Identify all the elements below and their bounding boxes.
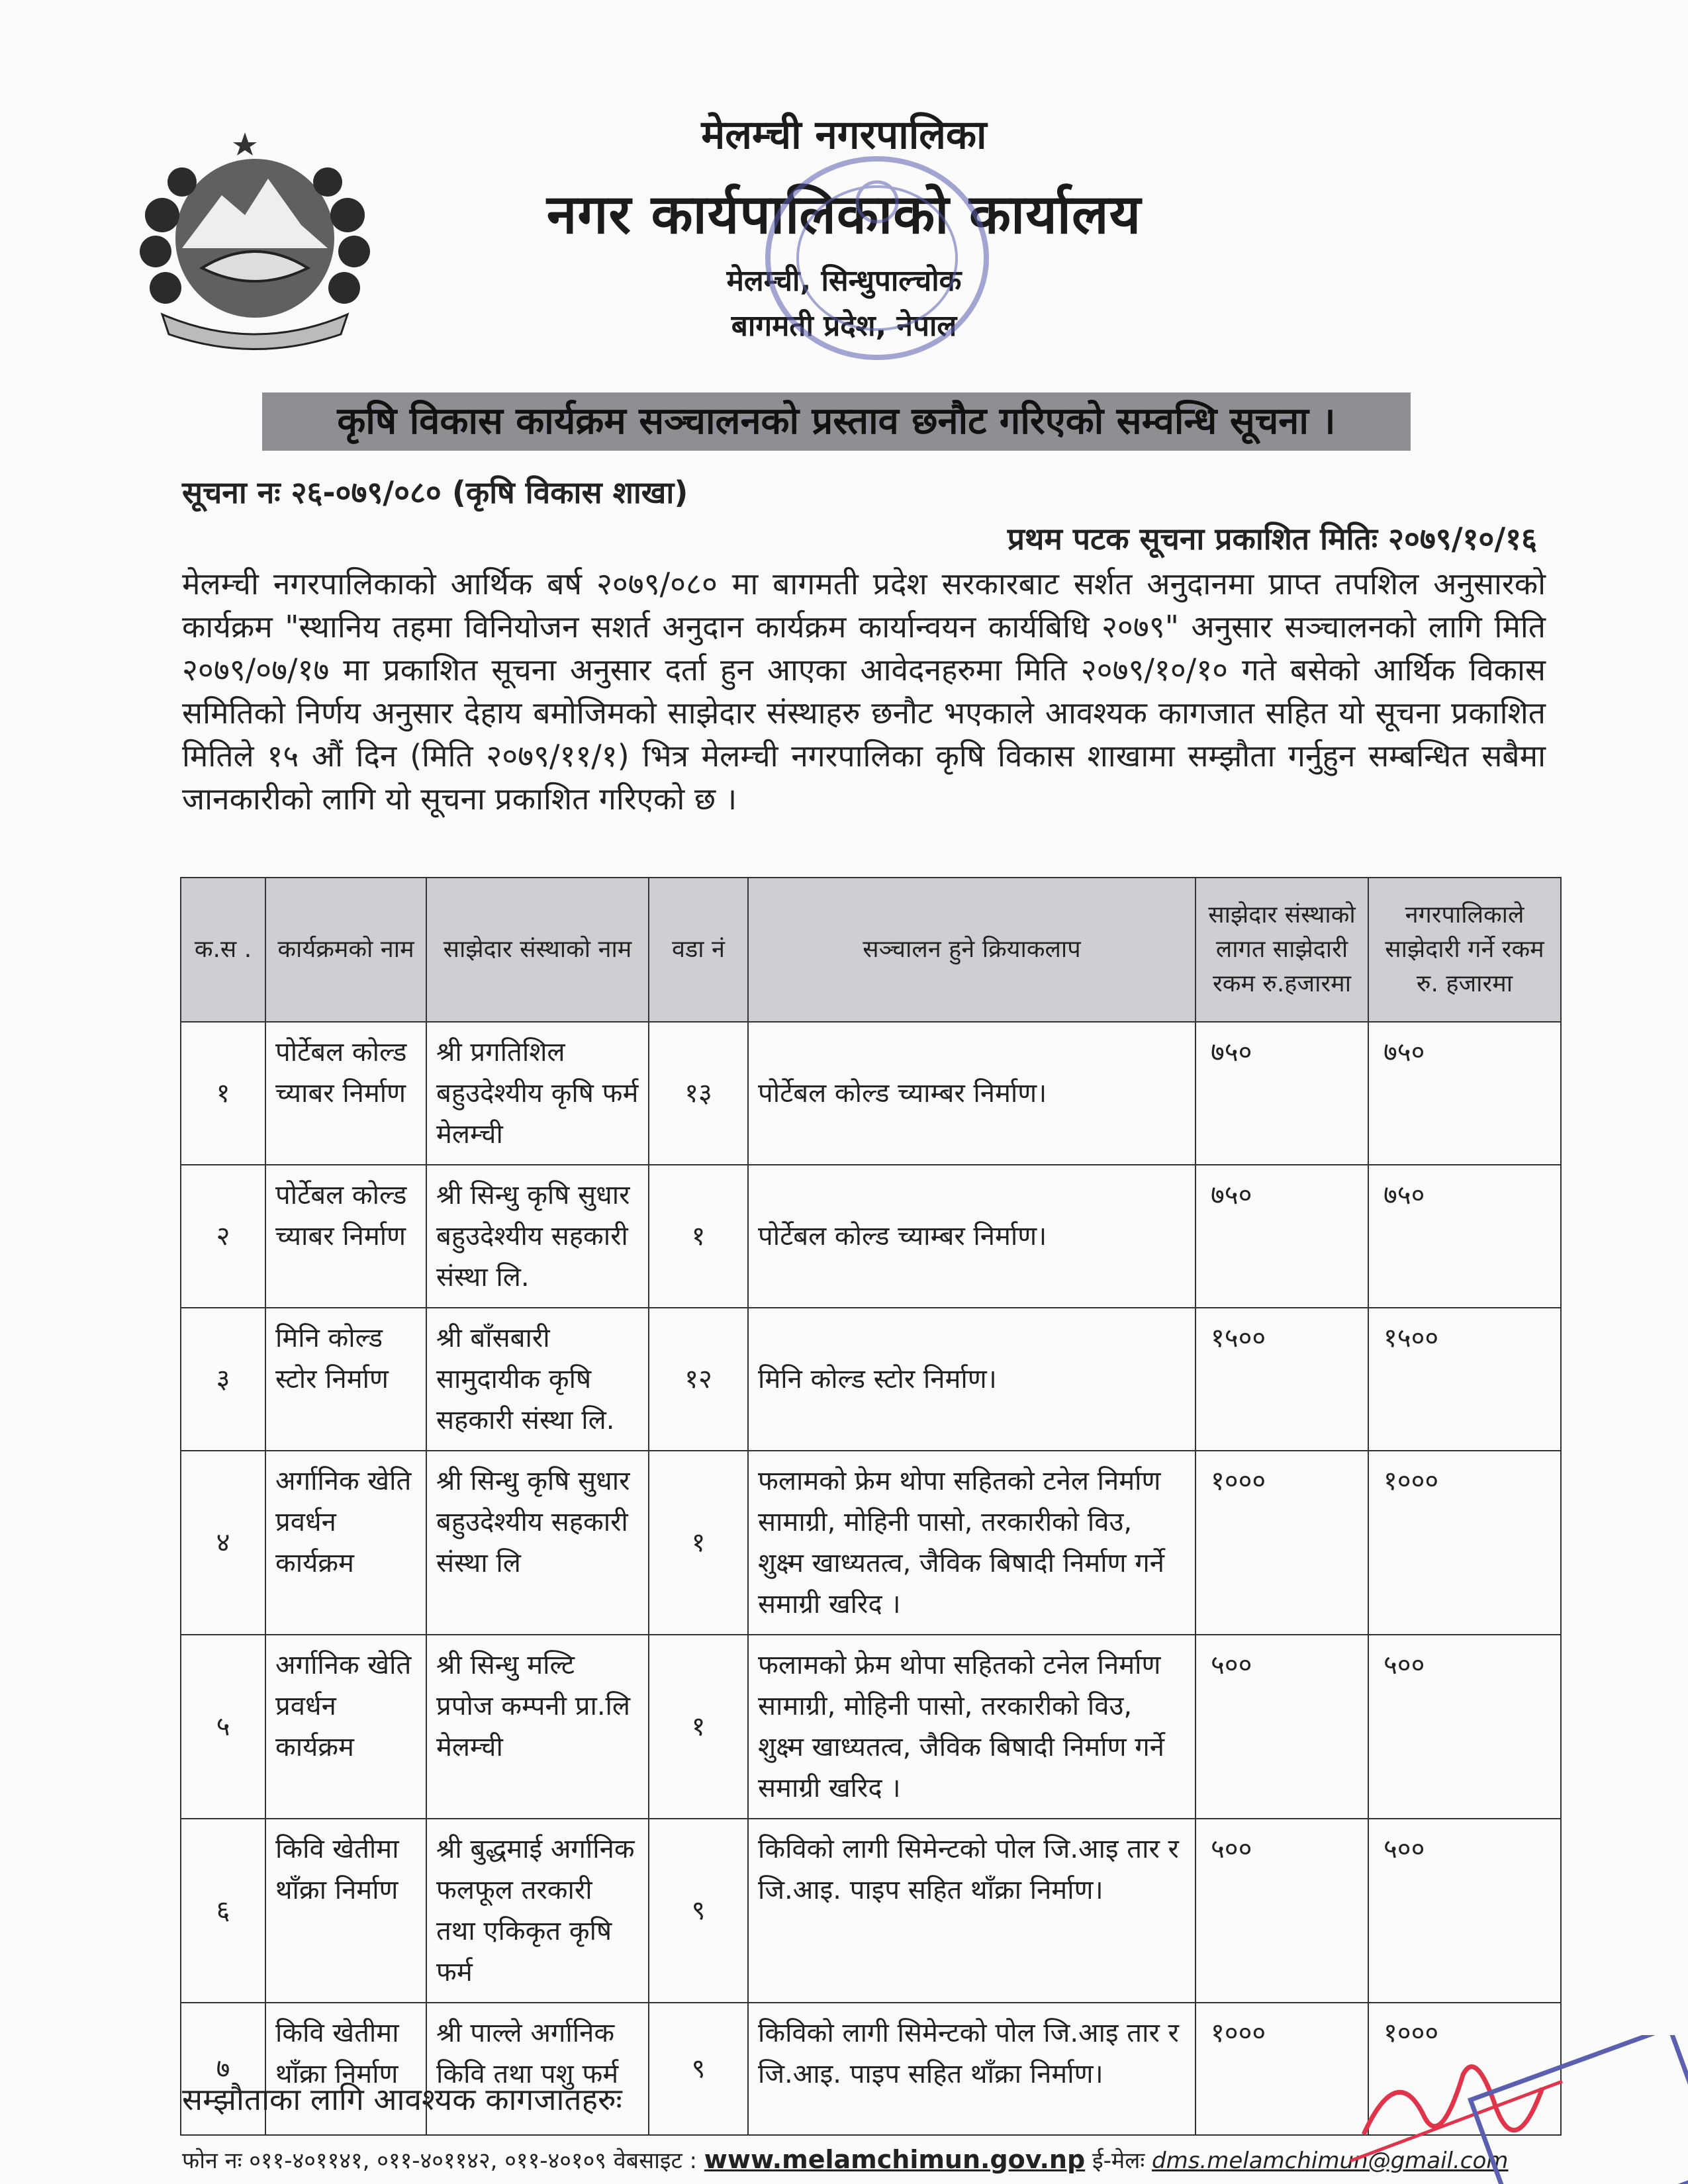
- office-location: मेलम्ची, सिन्धुपाल्चोक: [726, 264, 962, 298]
- selection-table: [180, 877, 1562, 2136]
- office-name: नगर कार्यपालिकाको कार्यालय: [546, 183, 1142, 246]
- cell-partner-amount: १०००: [1196, 1451, 1368, 1635]
- cell-activity: किविको लागी सिमेन्टको पोल जि.आइ तार र जि.आइ. पाइप सहित थाँक्रा निर्माण।: [748, 1819, 1196, 2003]
- table-row: [181, 1451, 1561, 1635]
- cell-partner-amount: १०००: [1196, 2003, 1368, 2135]
- cell-municipal-amount: ५००: [1368, 1819, 1561, 2003]
- cell-activity: मिनि कोल्ड स्टोर निर्माण।: [748, 1308, 1196, 1451]
- cell-activity: पोर्टेबल कोल्ड च्याम्बर निर्माण।: [748, 1022, 1196, 1165]
- cell-municipal-amount: १०००: [1368, 1451, 1561, 1635]
- cell-ward: १: [649, 1451, 748, 1635]
- cell-partner: श्री बुद्धमाई अर्गानिक फलफूल तरकारी तथा एकिकृत कृषि फर्म: [426, 1819, 649, 2003]
- office-stamp-icon: [758, 149, 996, 367]
- cell-sn: ७: [181, 2003, 265, 2135]
- cell-partner: श्री सिन्धु मल्टि प्रपोज कम्पनी प्रा.लि मेलम्ची: [426, 1635, 649, 1819]
- footer-website-link[interactable]: www.melamchimun.gov.np: [704, 2145, 1086, 2174]
- cell-partner: श्री पाल्ले अर्गानिक किवि तथा पशु फर्म: [426, 2003, 649, 2135]
- cell-municipal-amount: ७५०: [1368, 1165, 1561, 1308]
- cell-partner-amount: ५००: [1196, 1819, 1368, 2003]
- cell-sn: ३: [181, 1308, 265, 1451]
- cell-sn: ५: [181, 1635, 265, 1819]
- cell-activity: किविको लागी सिमेन्टको पोल जि.आइ तार र जि.आइ. पाइप सहित थाँक्रा निर्माण।: [748, 2003, 1196, 2135]
- notice-body: मेलम्ची नगरपालिकाको आर्थिक बर्ष २०७९/०८० मा बागमती प्रदेश सरकारबाट सर्शत अनुदानमा प्राप्त तपशिल अनुसारको कार्यक्रम "स्थानिय तहमा विनियोजन सशर्त अनुदान कार्यक्रम कार्यान्वयन कार्यबिधि २०७९" अनुसार सञ्चालनको लागि मिति २०७९/०७/१७ मा प्रकाशित सूचना अनुसार दर्ता हुन आएका आवेदनहरुमा मिति २०७९/१०/१० गते बसेको आर्थिक विकास समितिको निर्णय अनुसार देहाय बमोजिमको साझेदार संस्थाहरु छनौट भएकाले आवश्यक कागजात सहित यो सूचना प्रकाशित मितिले १५ औं दिन (मिति २०७९/११/१) भित्र मेलम्ची नगरपालिका कृषि विकास शाखामा सम्झौता गर्नुहुन सम्बन्धित सबैमा जानकारीको लागि यो सूचना प्रकाशित गरिएको छ ।: [182, 566, 1546, 817]
- cell-program: अर्गानिक खेति प्रवर्धन कार्यक्रम: [265, 1635, 426, 1819]
- col-header-municipal-amount: नगरपालिकाले साझेदारी गर्ने रकम रु. हजारमा: [1368, 878, 1561, 1022]
- signature-stamp-icon: [1324, 2035, 1688, 2184]
- footer-phone: फोन नः ०११-४०११४१, ०११-४०११४२, ०११-४०१०९ वेबसाइट :: [182, 2148, 697, 2174]
- notice-title: कृषि विकास कार्यक्रम सञ्चालनको प्रस्ताव छनौट गरिएको सम्वन्धि सूचना ।: [262, 392, 1411, 451]
- cell-partner-amount: ७५०: [1196, 1165, 1368, 1308]
- cell-ward: १३: [649, 1022, 748, 1165]
- cell-ward: ९: [649, 1819, 748, 2003]
- cell-sn: ६: [181, 1819, 265, 2003]
- footer-email-label: ई-मेलः: [1092, 2148, 1145, 2174]
- cell-program: किवि खेतीमा थाँक्रा निर्माण: [265, 1819, 426, 2003]
- cell-program: मिनि कोल्ड स्टोर निर्माण: [265, 1308, 426, 1451]
- municipality-name: मेलम्ची नगरपालिका: [701, 112, 987, 158]
- cell-partner-amount: ५००: [1196, 1635, 1368, 1819]
- cell-ward: १: [649, 1165, 748, 1308]
- cell-municipal-amount: १५००: [1368, 1308, 1561, 1451]
- table-header-row: [181, 878, 1561, 1022]
- notice-number: सूचना नः २६-०७९/०८० (कृषि विकास शाखा): [182, 475, 688, 510]
- cell-program: अर्गानिक खेति प्रवर्धन कार्यक्रम: [265, 1451, 426, 1635]
- cell-municipal-amount: ७५०: [1368, 1022, 1561, 1165]
- col-header-activity: सञ्चालन हुने क्रियाकलाप: [748, 878, 1196, 1022]
- cell-activity: फलामको फ्रेम थोपा सहितको टनेल निर्माण सामाग्री, मोहिनी पासो, तरकारीको विउ, शुक्ष्म खाध्यतत्व, जैविक बिषादी निर्माण गर्ने समाग्री खरिद ।: [748, 1635, 1196, 1819]
- col-header-partner-amount: साझेदार संस्थाको लागत साझेदारी रकम रु.हजारमा: [1196, 878, 1368, 1022]
- col-header-partner: साझेदार संस्थाको नाम: [426, 878, 649, 1022]
- cell-program: पोर्टेबल कोल्ड च्याबर निर्माण: [265, 1165, 426, 1308]
- col-header-program: कार्यक्रमको नाम: [265, 878, 426, 1022]
- footer-email-link[interactable]: dms.melamchimun@gmail.com: [1152, 2148, 1509, 2174]
- publish-date: प्रथम पटक सूचना प्रकाशित मितिः २०७९/१०/१६: [1007, 521, 1537, 557]
- cell-partner-amount: १५००: [1196, 1308, 1368, 1451]
- office-province: बागमती प्रदेश, नेपाल: [731, 309, 957, 343]
- table-row: [181, 1308, 1561, 1451]
- documents-required-label: सम्झौताका लागि आवश्यक कागजातहरुः: [182, 2081, 622, 2117]
- footer-contact: [182, 2144, 1508, 2175]
- cell-partner: श्री सिन्धु कृषि सुधार बहुउदेश्यीय सहकारी संस्था लि.: [426, 1165, 649, 1308]
- cell-partner-amount: ७५०: [1196, 1022, 1368, 1165]
- cell-activity: फलामको फ्रेम थोपा सहितको टनेल निर्माण सामाग्री, मोहिनी पासो, तरकारीको विउ, शुक्ष्म खाध्यतत्व, जैविक बिषादी निर्माण गर्ने समाग्री खरिद ।: [748, 1451, 1196, 1635]
- cell-partner: श्री प्रगतिशिल बहुउदेश्यीय कृषि फर्म मेलम्ची: [426, 1022, 649, 1165]
- cell-partner: श्री बाँसबारी सामुदायीक कृषि सहकारी संस्था लि.: [426, 1308, 649, 1451]
- table-row: [181, 1819, 1561, 2003]
- cell-municipal-amount: ५००: [1368, 1635, 1561, 1819]
- cell-ward: १२: [649, 1308, 748, 1451]
- table-row: [181, 1022, 1561, 1165]
- cell-program: पोर्टेबल कोल्ड च्याबर निर्माण: [265, 1022, 426, 1165]
- col-header-sn: क.स .: [181, 878, 265, 1022]
- cell-ward: १: [649, 1635, 748, 1819]
- cell-ward: ९: [649, 2003, 748, 2135]
- cell-activity: पोर्टेबल कोल्ड च्याम्बर निर्माण।: [748, 1165, 1196, 1308]
- cell-municipal-amount: १०००: [1368, 2003, 1561, 2135]
- cell-sn: २: [181, 1165, 265, 1308]
- cell-partner: श्री सिन्धु कृषि सुधार बहुउदेश्यीय सहकारी संस्था लि: [426, 1451, 649, 1635]
- table-row: [181, 1165, 1561, 1308]
- cell-sn: १: [181, 1022, 265, 1165]
- col-header-ward: वडा नं: [649, 878, 748, 1022]
- cell-program: किवि खेतीमा थाँक्रा निर्माण: [265, 2003, 426, 2135]
- cell-sn: ४: [181, 1451, 265, 1635]
- table-row: [181, 1635, 1561, 1819]
